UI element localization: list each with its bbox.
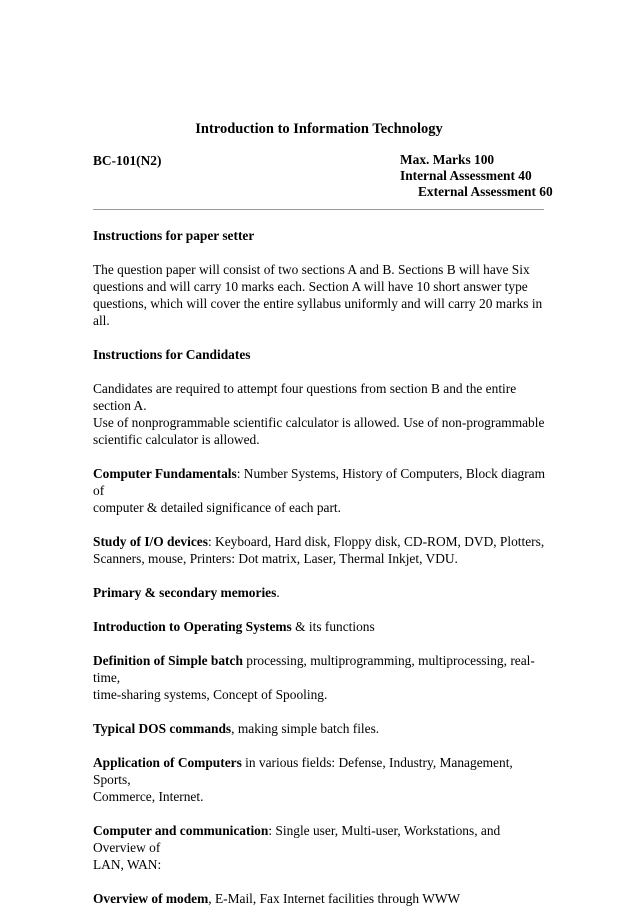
topic-dos-commands: Typical DOS commands, making simple batch files. (93, 721, 380, 736)
topic-io-devices: Study of I/O devices: Keyboard, Hard disk, Floppy disk, CD-ROM, DVD, Plotters, Scanners, mouse, Printers: Dot matrix, Laser, Thermal Inkjet, VDU. (93, 534, 545, 566)
topic-modem: Overview of modem, E-Mail, Fax Internet facilities through WWW (93, 891, 461, 906)
topic-computer-fundamentals: Computer Fundamentals: Number Systems, History of Computers, Block diagram of computer & detailed significance of each part. (93, 466, 546, 515)
topic-memories: Primary & secondary memories. (93, 585, 280, 600)
marks-block (400, 152, 553, 200)
external-assessment: External Assessment 60 (418, 184, 553, 199)
candidates-heading: Instructions for Candidates (93, 347, 251, 362)
document-title: Introduction to Information Technology (195, 121, 443, 137)
topic-applications: Application of Computers in various fields: Defense, Industry, Management, Sports, Commerce, Internet. (93, 755, 513, 804)
topic-operating-systems: Introduction to Operating Systems & its functions (93, 619, 375, 634)
setter-heading: Instructions for paper setter (93, 228, 255, 243)
topic-simple-batch: Definition of Simple batch processing, multiprogramming, multiprocessing, real-time, time-sharing systems, Concept of Spooling. (93, 653, 535, 702)
topic-communication: Computer and communication: Single user, Multi-user, Workstations, and Overview of LAN, WAN: (93, 823, 501, 872)
setter-instructions: The question paper will consist of two sections A and B. Sections B will have Six questions and will carry 10 marks each. Section A will have 10 short answer type questions, which will cover the entire syllabus uniformly and will carry 20 marks in all. (93, 262, 543, 328)
syllabus-content (93, 227, 553, 924)
candidates-instructions: Candidates are required to attempt four questions from section B and the entire section A. Use of nonprogrammable scientific calculator is allowed. Use of non-programmable scientific calculator is allowed. (93, 381, 545, 447)
max-marks: Max. Marks 100 (400, 152, 495, 167)
horizontal-divider (93, 209, 544, 210)
course-code: BC-101(N2) (93, 153, 162, 168)
internal-assessment: Internal Assessment 40 (400, 168, 532, 183)
